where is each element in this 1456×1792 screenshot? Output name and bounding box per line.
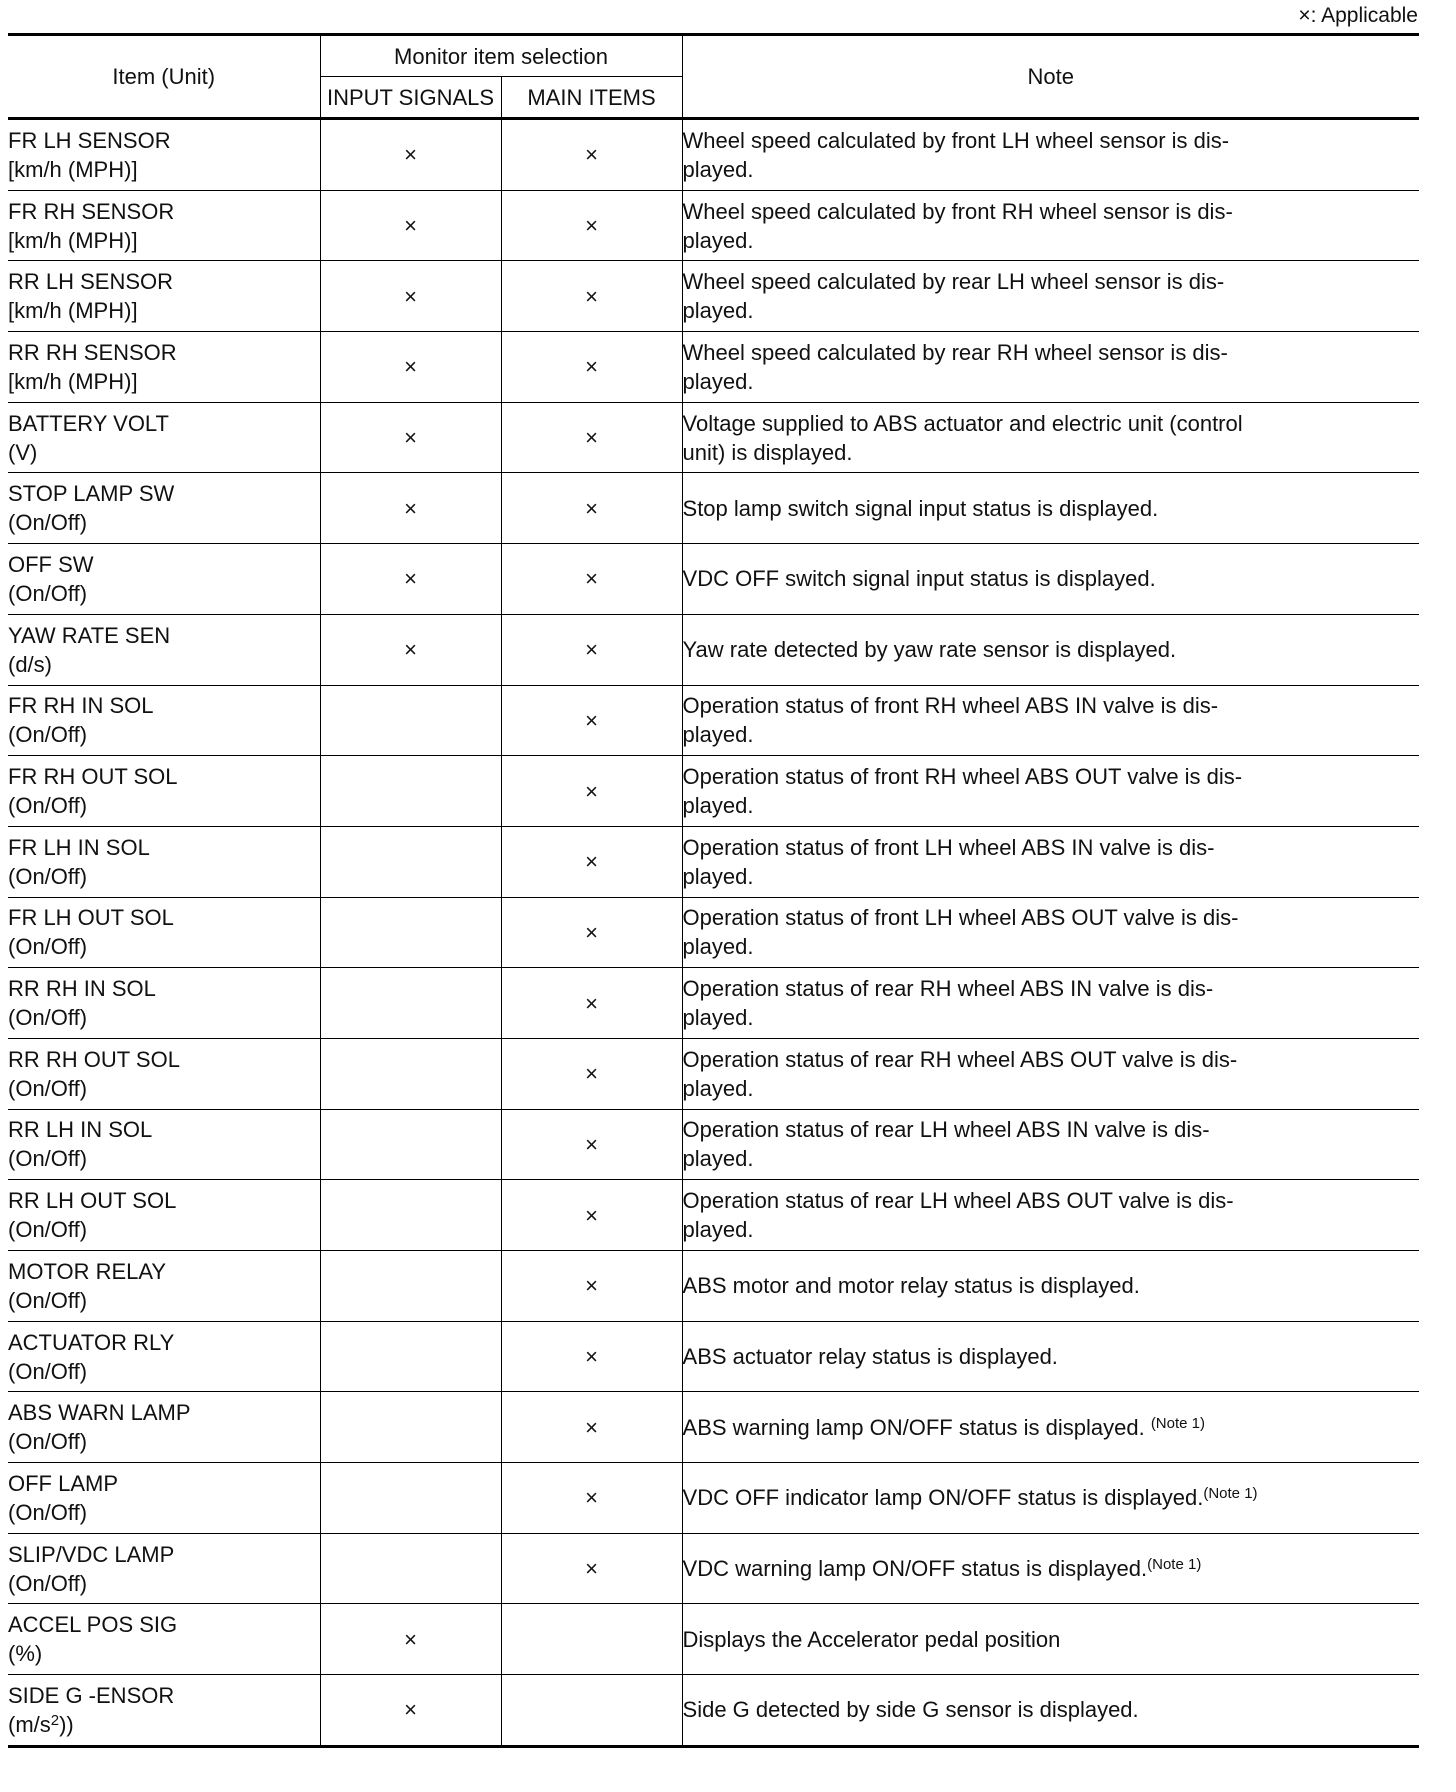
note-cell bbox=[682, 402, 1419, 473]
note-cell bbox=[682, 119, 1419, 191]
note-text-continued: unit) is displayed. bbox=[682, 439, 853, 465]
main-items-mark: × bbox=[501, 544, 682, 615]
table-row bbox=[8, 685, 1419, 756]
input-signals-mark bbox=[320, 1321, 501, 1392]
note-cell bbox=[682, 544, 1419, 615]
note-cell bbox=[682, 1604, 1419, 1675]
table-row bbox=[8, 119, 1419, 191]
note-reference: (Note 1) bbox=[1150, 1414, 1205, 1432]
table-row bbox=[8, 332, 1419, 403]
note-text: Operation status of rear LH wheel ABS OUT valve is dis- bbox=[682, 1188, 1234, 1214]
item-unit bbox=[8, 155, 320, 184]
item-unit-text: (On/Off) bbox=[8, 1570, 88, 1596]
item-name: OFF SW bbox=[8, 551, 94, 577]
item-cell bbox=[8, 614, 320, 685]
table-row bbox=[8, 897, 1419, 968]
item-cell bbox=[8, 332, 320, 403]
table-row bbox=[8, 544, 1419, 615]
main-items-mark: × bbox=[501, 756, 682, 827]
item-unit bbox=[8, 650, 320, 679]
item-unit-text-end: )) bbox=[59, 1711, 74, 1737]
item-unit-text: (On/Off) bbox=[8, 1429, 88, 1455]
note-cell bbox=[682, 1038, 1419, 1109]
item-unit-text: (On/Off) bbox=[8, 510, 88, 536]
table-row bbox=[8, 826, 1419, 897]
table-row bbox=[8, 261, 1419, 332]
item-cell bbox=[8, 544, 320, 615]
note-text: Side G detected by side G sensor is displayed. bbox=[682, 1697, 1139, 1723]
main-items-mark: × bbox=[501, 261, 682, 332]
item-unit-text: (On/Off) bbox=[8, 580, 88, 606]
item-name: RR RH OUT SOL bbox=[8, 1046, 180, 1072]
item-cell bbox=[8, 1463, 320, 1534]
note-cell bbox=[682, 897, 1419, 968]
item-name: BATTERY VOLT bbox=[8, 410, 169, 436]
applicable-legend: ×: Applicable bbox=[1298, 4, 1418, 27]
item-name: ACTUATOR RLY bbox=[8, 1329, 175, 1355]
item-unit bbox=[8, 1144, 320, 1173]
main-items-mark: × bbox=[501, 968, 682, 1039]
item-unit-text: (On/Off) bbox=[8, 1287, 88, 1313]
item-unit-text: (%) bbox=[8, 1641, 43, 1667]
table-row bbox=[8, 473, 1419, 544]
input-signals-mark bbox=[320, 1251, 501, 1322]
table-row bbox=[8, 1038, 1419, 1109]
main-items-mark: × bbox=[501, 473, 682, 544]
note-text: Displays the Accelerator pedal position bbox=[682, 1626, 1061, 1652]
header-input-signals: INPUT SIGNALS bbox=[320, 77, 501, 119]
item-unit bbox=[8, 1215, 320, 1244]
input-signals-mark bbox=[320, 1109, 501, 1180]
note-text-continued: played. bbox=[682, 793, 754, 819]
item-unit-text: (On/Off) bbox=[8, 793, 88, 819]
item-cell bbox=[8, 897, 320, 968]
item-cell bbox=[8, 1251, 320, 1322]
input-signals-mark bbox=[320, 968, 501, 1039]
item-cell bbox=[8, 402, 320, 473]
table-row bbox=[8, 1533, 1419, 1604]
main-items-mark: × bbox=[501, 190, 682, 261]
item-unit bbox=[8, 1710, 320, 1739]
item-name: FR LH SENSOR bbox=[8, 127, 171, 153]
table-row bbox=[8, 756, 1419, 827]
input-signals-mark bbox=[320, 685, 501, 756]
note-cell bbox=[682, 685, 1419, 756]
item-cell bbox=[8, 1321, 320, 1392]
input-signals-mark bbox=[320, 1392, 501, 1463]
main-items-mark bbox=[501, 1604, 682, 1675]
table-row bbox=[8, 1251, 1419, 1322]
table-row bbox=[8, 1463, 1419, 1534]
main-items-mark: × bbox=[501, 685, 682, 756]
item-unit-text: [km/h (MPH)] bbox=[8, 156, 138, 182]
item-cell bbox=[8, 261, 320, 332]
note-cell bbox=[682, 261, 1419, 332]
note-text-continued: played. bbox=[682, 934, 754, 960]
input-signals-mark: × bbox=[320, 402, 501, 473]
main-items-mark: × bbox=[501, 1321, 682, 1392]
input-signals-mark bbox=[320, 1038, 501, 1109]
input-signals-mark bbox=[320, 1533, 501, 1604]
item-cell bbox=[8, 826, 320, 897]
note-text-continued: played. bbox=[682, 1005, 754, 1031]
input-signals-mark: × bbox=[320, 614, 501, 685]
item-unit-text: (On/Off) bbox=[8, 934, 88, 960]
item-cell bbox=[8, 190, 320, 261]
note-text-continued: played. bbox=[682, 863, 754, 889]
note-reference: (Note 1) bbox=[1147, 1556, 1202, 1574]
input-signals-mark bbox=[320, 897, 501, 968]
input-signals-mark bbox=[320, 826, 501, 897]
item-name: ACCEL POS SIG bbox=[8, 1612, 178, 1638]
note-text-continued: played. bbox=[682, 722, 754, 748]
item-cell bbox=[8, 685, 320, 756]
main-items-mark: × bbox=[501, 332, 682, 403]
item-cell bbox=[8, 1604, 320, 1675]
item-name: RR LH OUT SOL bbox=[8, 1188, 177, 1214]
main-items-mark: × bbox=[501, 1180, 682, 1251]
monitor-item-table bbox=[8, 33, 1419, 1748]
table-row bbox=[8, 1675, 1419, 1747]
note-cell bbox=[682, 614, 1419, 685]
item-unit bbox=[8, 791, 320, 820]
item-cell bbox=[8, 968, 320, 1039]
table-row bbox=[8, 1180, 1419, 1251]
input-signals-mark bbox=[320, 1180, 501, 1251]
item-unit-text: (On/Off) bbox=[8, 1075, 88, 1101]
main-items-mark: × bbox=[501, 402, 682, 473]
note-text: Operation status of rear RH wheel ABS IN valve is dis- bbox=[682, 976, 1214, 1002]
note-text: Voltage supplied to ABS actuator and electric unit (control bbox=[682, 410, 1243, 436]
item-unit-text: (On/Off) bbox=[8, 1005, 88, 1031]
item-name: OFF LAMP bbox=[8, 1470, 119, 1496]
item-unit bbox=[8, 1569, 320, 1598]
note-text-continued: played. bbox=[682, 368, 754, 394]
note-text: ABS motor and motor relay status is displayed. bbox=[682, 1273, 1140, 1299]
item-cell bbox=[8, 756, 320, 827]
item-cell bbox=[8, 1392, 320, 1463]
note-cell bbox=[682, 756, 1419, 827]
main-items-mark: × bbox=[501, 1392, 682, 1463]
item-unit-text: (m/s bbox=[8, 1711, 51, 1737]
item-name: FR LH IN SOL bbox=[8, 834, 150, 860]
item-name: RR LH SENSOR bbox=[8, 269, 174, 295]
main-items-mark: × bbox=[501, 1251, 682, 1322]
item-unit bbox=[8, 367, 320, 396]
table-row bbox=[8, 1604, 1419, 1675]
table-row bbox=[8, 968, 1419, 1039]
note-text: Wheel speed calculated by rear RH wheel sensor is dis- bbox=[682, 339, 1228, 365]
item-unit-text: (On/Off) bbox=[8, 1217, 88, 1243]
item-unit bbox=[8, 1498, 320, 1527]
item-name: RR RH SENSOR bbox=[8, 339, 177, 365]
note-cell bbox=[682, 190, 1419, 261]
input-signals-mark: × bbox=[320, 1675, 501, 1747]
item-unit-text: (On/Off) bbox=[8, 1146, 88, 1172]
header-main-items: MAIN ITEMS bbox=[501, 77, 682, 119]
main-items-mark: × bbox=[501, 1109, 682, 1180]
note-cell bbox=[682, 473, 1419, 544]
item-unit-text: (On/Off) bbox=[8, 863, 88, 889]
input-signals-mark: × bbox=[320, 119, 501, 191]
note-cell bbox=[682, 1533, 1419, 1604]
note-cell bbox=[682, 1180, 1419, 1251]
input-signals-mark: × bbox=[320, 1604, 501, 1675]
main-items-mark: × bbox=[501, 119, 682, 191]
item-unit bbox=[8, 579, 320, 608]
note-text: Operation status of front RH wheel ABS OUT valve is dis- bbox=[682, 764, 1243, 790]
item-name: RR LH IN SOL bbox=[8, 1117, 153, 1143]
item-name: FR RH IN SOL bbox=[8, 693, 154, 719]
item-unit bbox=[8, 932, 320, 961]
note-text: VDC OFF indicator lamp ON/OFF status is displayed. bbox=[682, 1485, 1204, 1511]
item-name: FR LH OUT SOL bbox=[8, 905, 174, 931]
main-items-mark: × bbox=[501, 1463, 682, 1534]
note-text: ABS actuator relay status is displayed. bbox=[682, 1344, 1058, 1370]
input-signals-mark: × bbox=[320, 473, 501, 544]
main-items-mark bbox=[501, 1675, 682, 1747]
item-cell bbox=[8, 1180, 320, 1251]
note-text: Wheel speed calculated by front LH wheel sensor is dis- bbox=[682, 127, 1230, 153]
note-cell bbox=[682, 1392, 1419, 1463]
item-unit bbox=[8, 1003, 320, 1032]
input-signals-mark bbox=[320, 1463, 501, 1534]
item-name: YAW RATE SEN bbox=[8, 622, 171, 648]
note-text: VDC OFF switch signal input status is displayed. bbox=[682, 566, 1156, 592]
item-unit bbox=[8, 1357, 320, 1386]
item-unit-text: [km/h (MPH)] bbox=[8, 227, 138, 253]
item-cell bbox=[8, 1675, 320, 1747]
item-name: ABS WARN LAMP bbox=[8, 1400, 191, 1426]
item-name: SIDE G -ENSOR bbox=[8, 1682, 175, 1708]
item-unit bbox=[8, 1427, 320, 1456]
item-name: RR RH IN SOL bbox=[8, 976, 156, 1002]
note-text: Operation status of front RH wheel ABS IN valve is dis- bbox=[682, 693, 1219, 719]
note-text: Operation status of rear RH wheel ABS OUT valve is dis- bbox=[682, 1046, 1238, 1072]
item-name: FR RH OUT SOL bbox=[8, 764, 178, 790]
item-unit-text: [km/h (MPH)] bbox=[8, 298, 138, 324]
note-text: Yaw rate detected by yaw rate sensor is displayed. bbox=[682, 637, 1177, 663]
item-unit bbox=[8, 1074, 320, 1103]
main-items-mark: × bbox=[501, 826, 682, 897]
item-unit bbox=[8, 1286, 320, 1315]
note-cell bbox=[682, 1675, 1419, 1747]
note-cell bbox=[682, 1109, 1419, 1180]
item-unit bbox=[8, 862, 320, 891]
item-unit-text: (On/Off) bbox=[8, 1358, 88, 1384]
table-row bbox=[8, 402, 1419, 473]
note-text: Wheel speed calculated by front RH wheel sensor is dis- bbox=[682, 198, 1233, 224]
item-cell bbox=[8, 1109, 320, 1180]
main-items-mark: × bbox=[501, 614, 682, 685]
main-items-mark: × bbox=[501, 1533, 682, 1604]
note-text-continued: played. bbox=[682, 227, 754, 253]
note-text: Operation status of rear LH wheel ABS IN valve is dis- bbox=[682, 1117, 1210, 1143]
note-text: Stop lamp switch signal input status is displayed. bbox=[682, 495, 1159, 521]
note-text: Operation status of front LH wheel ABS OUT valve is dis- bbox=[682, 905, 1239, 931]
note-cell bbox=[682, 1251, 1419, 1322]
item-cell bbox=[8, 119, 320, 191]
item-name: MOTOR RELAY bbox=[8, 1258, 167, 1284]
table-row bbox=[8, 190, 1419, 261]
note-text-continued: played. bbox=[682, 1146, 754, 1172]
item-unit bbox=[8, 720, 320, 749]
header-note: Note bbox=[682, 35, 1419, 119]
note-reference: (Note 1) bbox=[1203, 1485, 1258, 1503]
item-unit-text: [km/h (MPH)] bbox=[8, 368, 138, 394]
table-row bbox=[8, 1392, 1419, 1463]
input-signals-mark: × bbox=[320, 332, 501, 403]
item-unit bbox=[8, 226, 320, 255]
note-text: Operation status of front LH wheel ABS IN valve is dis- bbox=[682, 834, 1215, 860]
note-text: ABS warning lamp ON/OFF status is displayed. bbox=[682, 1414, 1151, 1440]
item-unit-text: (On/Off) bbox=[8, 722, 88, 748]
item-unit-text: (d/s) bbox=[8, 651, 52, 677]
table-row bbox=[8, 1321, 1419, 1392]
note-cell bbox=[682, 1321, 1419, 1392]
item-name: STOP LAMP SW bbox=[8, 481, 175, 507]
item-unit-text: (On/Off) bbox=[8, 1499, 88, 1525]
note-text-continued: played. bbox=[682, 298, 754, 324]
note-cell bbox=[682, 968, 1419, 1039]
item-cell bbox=[8, 1038, 320, 1109]
header-item-unit: Item (Unit) bbox=[8, 35, 320, 119]
item-name: SLIP/VDC LAMP bbox=[8, 1541, 175, 1567]
item-unit bbox=[8, 508, 320, 537]
item-unit-superscript: 2 bbox=[50, 1711, 60, 1729]
item-unit bbox=[8, 1639, 320, 1668]
input-signals-mark bbox=[320, 756, 501, 827]
main-items-mark: × bbox=[501, 897, 682, 968]
table-row bbox=[8, 614, 1419, 685]
note-text: VDC warning lamp ON/OFF status is displayed. bbox=[682, 1556, 1148, 1582]
input-signals-mark: × bbox=[320, 544, 501, 615]
note-text-continued: played. bbox=[682, 1075, 754, 1101]
input-signals-mark: × bbox=[320, 261, 501, 332]
main-items-mark: × bbox=[501, 1038, 682, 1109]
note-cell bbox=[682, 332, 1419, 403]
note-cell bbox=[682, 826, 1419, 897]
note-text-continued: played. bbox=[682, 156, 754, 182]
item-unit bbox=[8, 438, 320, 467]
header-monitor-item-selection: Monitor item selection bbox=[320, 35, 682, 77]
item-name: FR RH SENSOR bbox=[8, 198, 175, 224]
item-cell bbox=[8, 1533, 320, 1604]
note-text-continued: played. bbox=[682, 1217, 754, 1243]
item-cell bbox=[8, 473, 320, 544]
input-signals-mark: × bbox=[320, 190, 501, 261]
table-row bbox=[8, 1109, 1419, 1180]
item-unit-text: (V) bbox=[8, 439, 38, 465]
note-text: Wheel speed calculated by rear LH wheel sensor is dis- bbox=[682, 269, 1225, 295]
item-unit bbox=[8, 296, 320, 325]
note-cell bbox=[682, 1463, 1419, 1534]
